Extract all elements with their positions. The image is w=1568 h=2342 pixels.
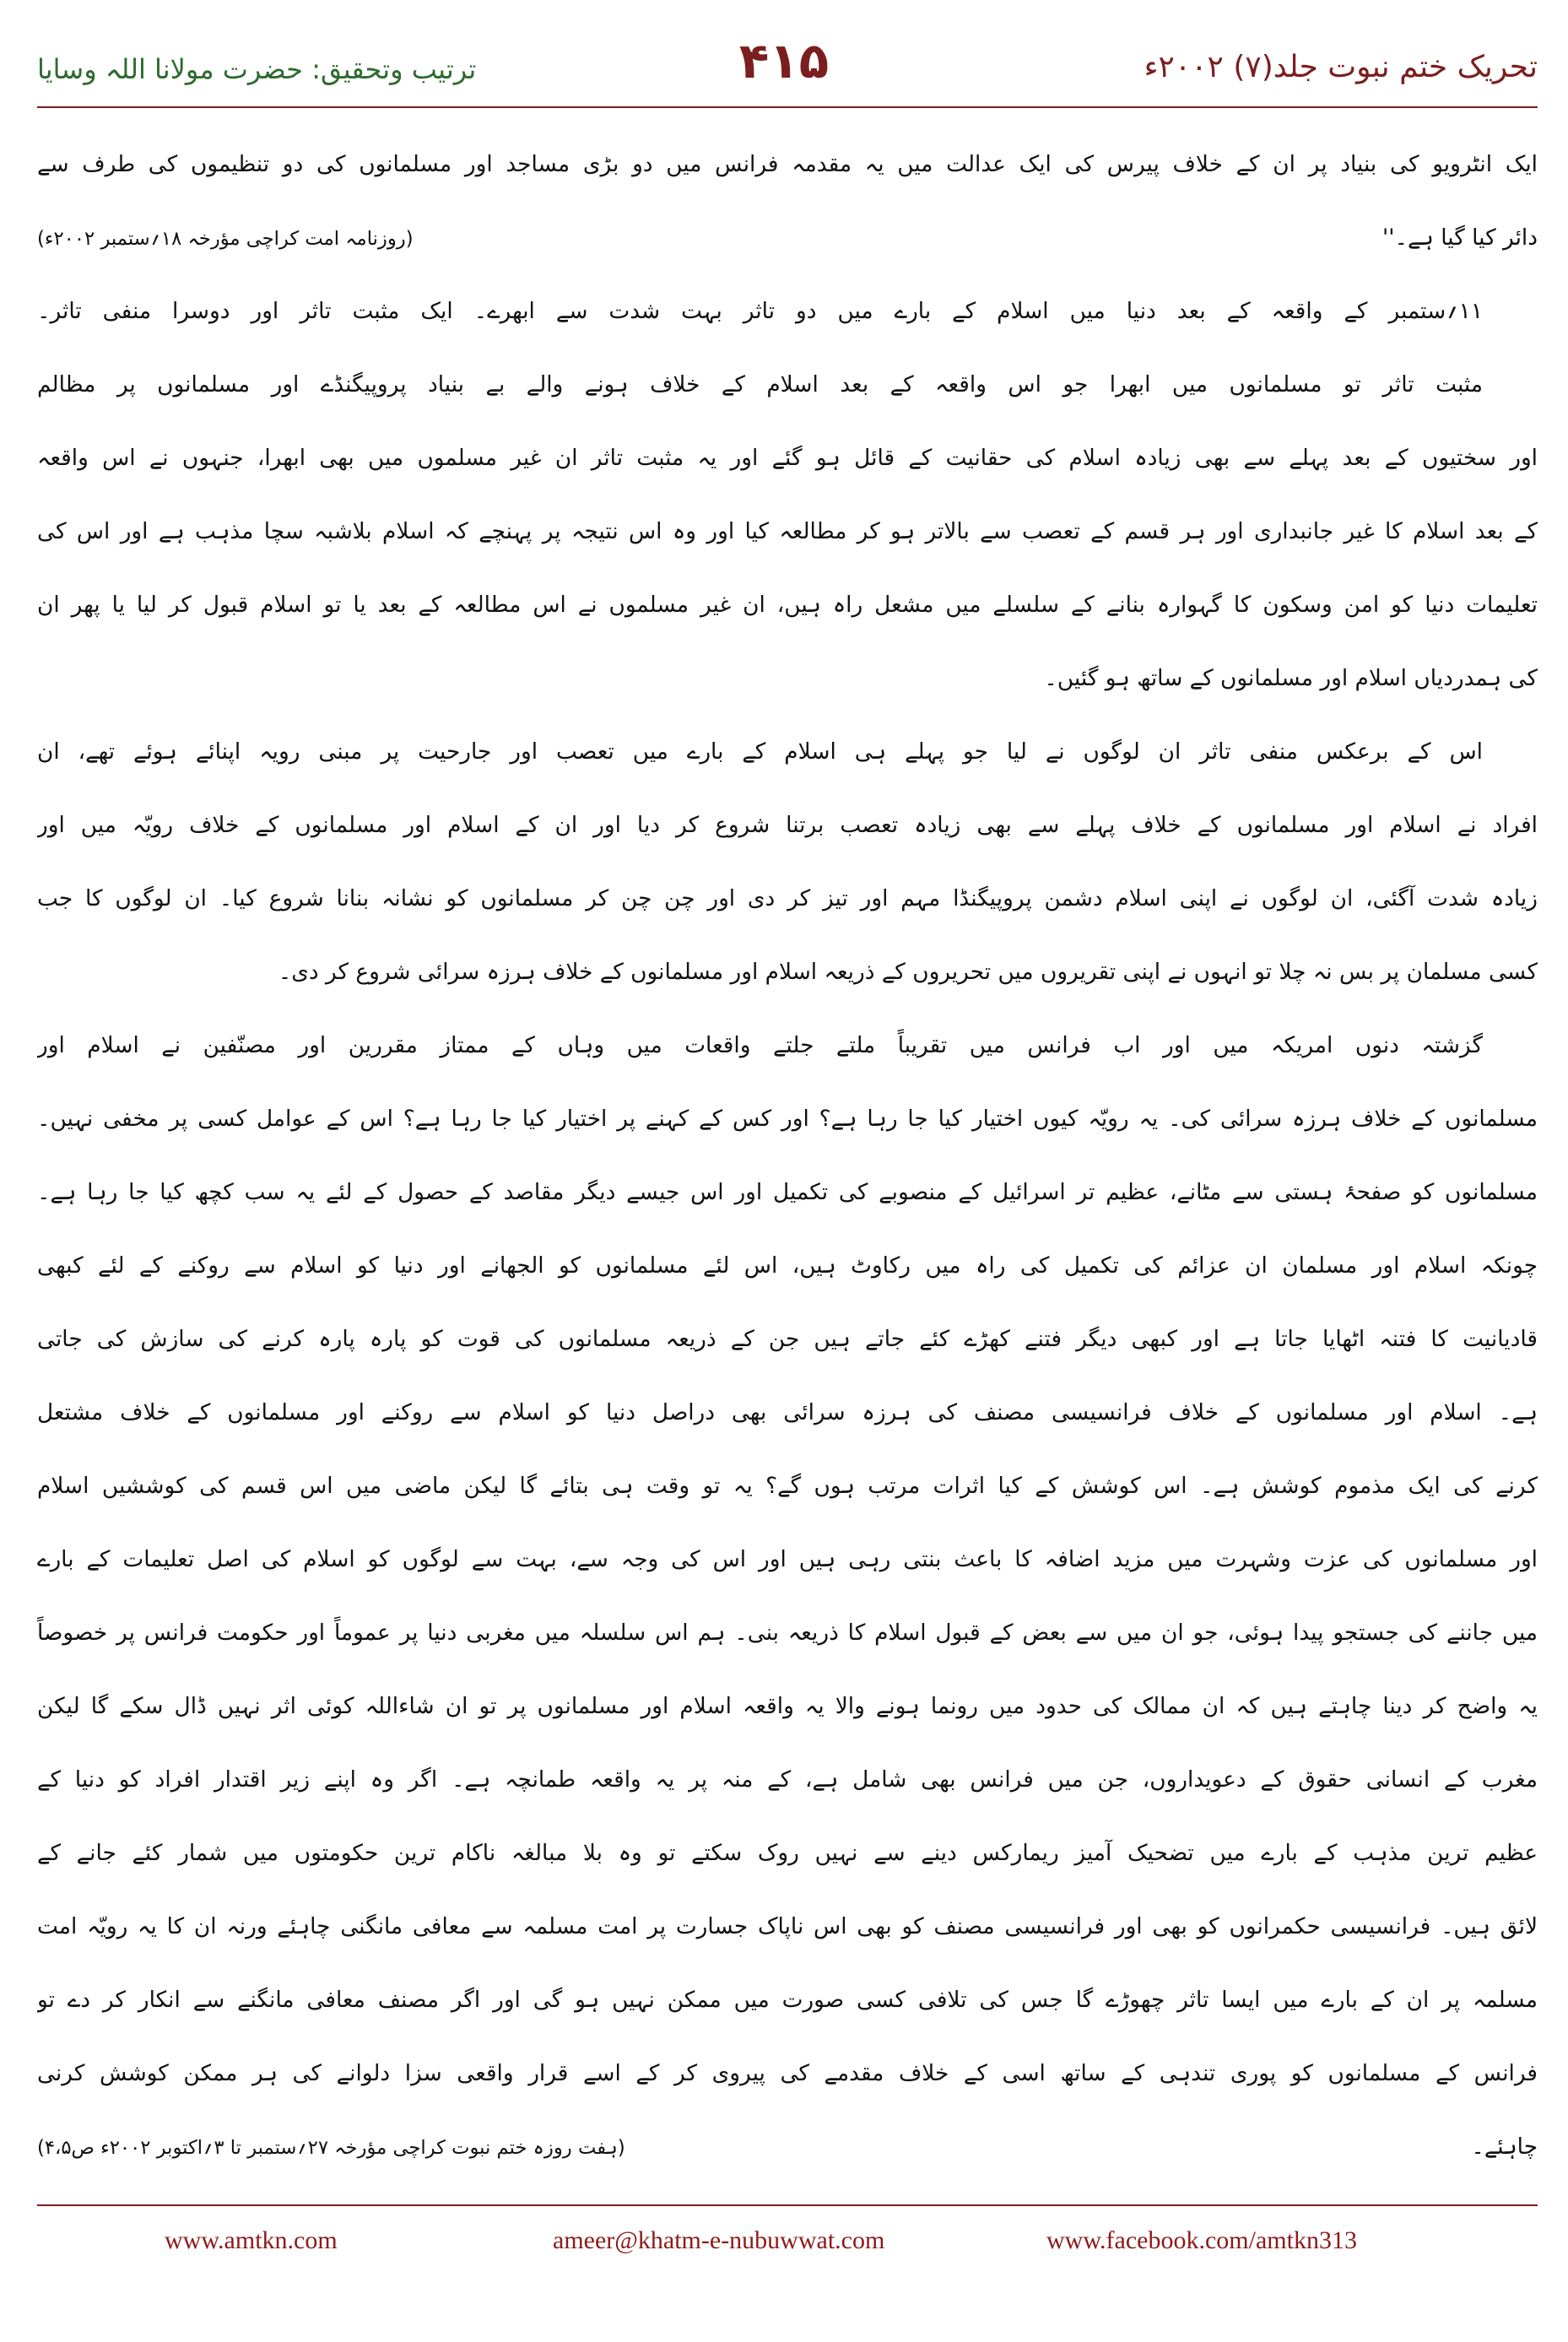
body-line bbox=[37, 1597, 1538, 1670]
paragraph-start-line bbox=[37, 716, 1538, 789]
line-text: کی ہمدردیاں اسلام اور مسلمانوں کے ساتھ ہو گئیں۔ bbox=[1044, 666, 1538, 691]
line-text: تعلیمات دنیا کو امن وسکون کا گہوارہ بنانے کے سلسلے میں مشعل راہ ہیں، ان غیر مسلموں نے اس مطالعہ کے بعد یا تو اسلام قبول کر لیا یا پھر ان bbox=[37, 592, 1538, 618]
line-text: قادیانیت کا فتنہ اٹھایا جاتا ہے اور کبھی دیگر فتنے کھڑے کئے جاتے ہیں جن کے ذریعہ مسلمانوں کی قوت کو پارہ پارہ کرنے کی سازش کی جاتی bbox=[37, 1327, 1538, 1352]
line-text: مثبت تاثر تو مسلمانوں میں ابھرا جو اس واقعہ کے بعد اسلام کے خلاف ہونے والے بے بنیاد پروپیگنڈے اور مسلمانوں پر مظالم bbox=[37, 372, 1483, 398]
body-line bbox=[37, 863, 1538, 936]
body-line bbox=[37, 495, 1538, 569]
line-text: فرانس کے مسلمانوں کو پوری تندہی کے ساتھ اسی کے خلاف مقدمے کی پیروی کر کے اسے قرار واقعی سزا دلوانے کی ہر ممکن کوشش کرنی bbox=[37, 2061, 1538, 2086]
line-text: کسی مسلمان پر بس نہ چلا تو انہوں نے اپنی تقریروں میں تحریروں کے ذریعہ اسلام اور مسلمانوں کے خلاف ہرزہ سرائی شروع کر دی۔ bbox=[278, 960, 1538, 985]
body-line bbox=[37, 569, 1538, 642]
website-link[interactable]: www.amtkn.com bbox=[165, 2226, 338, 2254]
line-text: کے بعد اسلام کا غیر جانبداری اور ہر قسم کے تعصب سے بالاتر ہو کر مطالعہ کیا اور وہ اس نتیجہ پر پہنچے کہ اسلام بلاشبہ سچا مذہب ہے اور اس کی bbox=[37, 519, 1538, 544]
line-text: مغرب کے انسانی حقوق کے دعویداروں، جن میں فرانس بھی شامل ہے، کے منہ پر یہ واقعہ طمانچہ ہے۔ اگر وہ اپنے زیر اقتدار افراد کو دنیا کے bbox=[37, 1767, 1538, 1793]
source-citation: (روزنامہ امت کراچی مؤرخہ ۱۸؍ستمبر ۲۰۰۲ء) bbox=[37, 228, 414, 250]
body-line bbox=[37, 789, 1538, 863]
line-text: مسلمانوں کو صفحۂ ہستی سے مٹانے، عظیم تر اسرائیل کے منصوبے کی تکمیل اور اس جیسے دیگر مقاصد کے حصول کے لئے یہ سب کچھ کیا جا رہا ہے۔ bbox=[37, 1180, 1538, 1205]
line-text: دائر کیا گیا ہے۔'' bbox=[1382, 225, 1538, 251]
body-line bbox=[37, 1303, 1538, 1377]
body-line bbox=[37, 2037, 1538, 2111]
line-text: کرنے کی ایک مذموم کوشش ہے۔ اس کوشش کے کیا اثرات مرتب ہوں گے؟ یہ تو وقت ہی بتائے گا لیکن ماضی میں اس قسم کی کوششیں اسلام bbox=[37, 1474, 1538, 1499]
line-text: مسلمانوں کے خلاف ہرزہ سرائی کی۔ یہ رویّہ کیوں اختیار کیا جا رہا ہے؟ اور کس کے کہنے پر اختیار کیا جا رہا ہے؟ اس کے عوامل کسی پر مخفی نہیں۔ bbox=[37, 1106, 1538, 1132]
line-text: یہ واضح کر دینا چاہتے ہیں کہ ان ممالک کی حدود میں رونما ہونے والا یہ واقعہ اسلام اور مسلمانوں پر تو ان شاءاللہ کوئی اثر نہیں ڈال سکے گا لیکن bbox=[37, 1694, 1538, 1719]
body-line bbox=[37, 422, 1538, 495]
line-text: عظیم ترین مذہب کے بارے میں تضحیک آمیز ریمارکس دینے سے نہیں روک سکتے تو وہ بلا مبالغہ ناکام ترین حکومتوں میں شمار کئے جانے کے bbox=[37, 1841, 1538, 1866]
body-line bbox=[37, 1890, 1538, 1964]
line-text: اس کے برعکس منفی تاثر ان لوگوں نے لیا جو پہلے ہی اسلام کے بارے میں تعصب اور جارحیت پر مبنی رویہ اپنائے ہوئے تھے، ان bbox=[37, 739, 1483, 765]
line-text: چونکہ اسلام اور مسلمان ان عزائم کی تکمیل کی راہ میں رکاوٹ ہیں، اس لئے مسلمانوں کو الجھانے اور دنیا کو اسلام سے روکنے کے لئے کبھی bbox=[37, 1253, 1538, 1279]
body-line bbox=[37, 1670, 1538, 1744]
line-text: گزشتہ دنوں امریکہ میں اور اب فرانس میں تقریباً ملتے جلتے واقعات میں وہاں کے ممتاز مقررین اور مصنّفین نے اسلام اور bbox=[37, 1033, 1483, 1058]
footer-divider bbox=[37, 2204, 1538, 2206]
paragraph-end-line bbox=[37, 642, 1538, 716]
body-line bbox=[37, 128, 1538, 202]
paragraph-end-line bbox=[37, 936, 1538, 1009]
paragraph-start-line bbox=[37, 349, 1538, 422]
paragraph-start-line bbox=[37, 1009, 1538, 1083]
line-text: افراد نے اسلام اور مسلمانوں کے خلاف پہلے سے بھی زیادہ تعصب برتنا شروع کر دیا اور ان کے اسلام اور مسلمانوں کے خلاف رویّہ میں اور bbox=[37, 813, 1538, 838]
body-line bbox=[37, 1450, 1538, 1523]
line-text: مسلمہ پر ان کے بارے میں ایسا تاثر چھوڑے گا جس کی تلافی کسی صورت میں ممکن نہیں ہو گی اور اگر مصنف معافی مانگنے سے انکار کر دے تو bbox=[37, 1988, 1538, 2013]
compiler-credit: ترتیب وتحقیق: حضرت مولانا اللہ وسایا bbox=[37, 53, 477, 85]
body-text bbox=[37, 128, 1538, 2184]
body-line bbox=[37, 1230, 1538, 1303]
body-line bbox=[37, 1523, 1538, 1597]
line-text: زیادہ شدت آگئی، ان لوگوں نے اپنی اسلام دشمن پروپیگنڈا مہم اور تیز کر دی اور چن چن کر مسلمانوں کو نشانہ بنانا شروع کیا۔ ان لوگوں کا جب bbox=[37, 886, 1538, 911]
line-text: ۱۱؍ستمبر کے واقعہ کے بعد دنیا میں اسلام کے بارے میں دو تاثر بہت شدت سے ابھرے۔ ایک مثبت تاثر اور دوسرا منفی تاثر۔ bbox=[37, 299, 1483, 324]
facebook-link[interactable]: www.facebook.com/amtkn313 bbox=[1046, 2226, 1357, 2254]
page-number: ۴۱۵ bbox=[738, 32, 830, 89]
body-line bbox=[37, 1817, 1538, 1890]
body-line bbox=[37, 1156, 1538, 1230]
line-text: لائق ہیں۔ فرانسیسی حکمرانوں کو بھی اور فرانسیسی مصنف کو بھی اس ناپاک جسارت پر امت مسلمہ سے معافی مانگنی چاہئے ورنہ ان کا یہ رویّہ امت bbox=[37, 1914, 1538, 1939]
line-text: اور سختیوں کے بعد پہلے سے بھی زیادہ اسلام کی حقانیت کے قائل ہو گئے اور یہ مثبت تاثر ان غیر مسلموں میں بھی ابھرا، جنہوں نے اس واقعہ bbox=[37, 446, 1538, 471]
body-line bbox=[37, 1744, 1538, 1817]
body-line bbox=[37, 2111, 1538, 2184]
line-text: ہے۔ اسلام اور مسلمانوں کے خلاف فرانسیسی مصنف کی ہرزہ سرائی بھی دراصل دنیا کو اسلام سے روکنے اور مسلمانوں کے خلاف مشتعل bbox=[37, 1400, 1538, 1425]
body-line bbox=[37, 202, 1538, 275]
paragraph-start-line bbox=[37, 275, 1538, 349]
body-line bbox=[37, 1964, 1538, 2037]
book-volume-title: تحریک ختم نبوت جلد(۷) ۲۰۰۲ء bbox=[1144, 50, 1538, 84]
body-line bbox=[37, 1377, 1538, 1450]
line-text: اور مسلمانوں کی عزت وشہرت میں مزید اضافہ کا باعث بنتی رہی ہیں اور اس کی وجہ سے، بہت سے لوگوں کو اسلام کی اصل تعلیمات کے بارے bbox=[37, 1547, 1538, 1572]
line-text: میں جاننے کی جستجو پیدا ہوئی، جو ان میں سے بعض کے قبول اسلام کا ذریعہ بنی۔ ہم اس سلسلہ میں مغربی دنیا پر عموماً اور حکومت فرانس پر خصوصاً bbox=[37, 1620, 1538, 1646]
body-line bbox=[37, 1083, 1538, 1156]
email-link[interactable]: ameer@khatm-e-nubuwwat.com bbox=[553, 2226, 885, 2254]
source-citation: (ہفت روزہ ختم نبوت کراچی مؤرخہ ۲۷؍ستمبر تا ۳؍اکتوبر ۲۰۰۲ء ص۴،۵) bbox=[37, 2137, 625, 2159]
line-text: چاہئے۔ bbox=[1471, 2134, 1538, 2160]
line-text: ایک انٹرویو کی بنیاد پر ان کے خلاف پیرس کی ایک عدالت میں یہ مقدمہ فرانس میں دو بڑی مساجد اور مسلمانوں کی دو تنظیموں کی طرف سے bbox=[37, 152, 1538, 177]
header-divider bbox=[37, 106, 1538, 108]
